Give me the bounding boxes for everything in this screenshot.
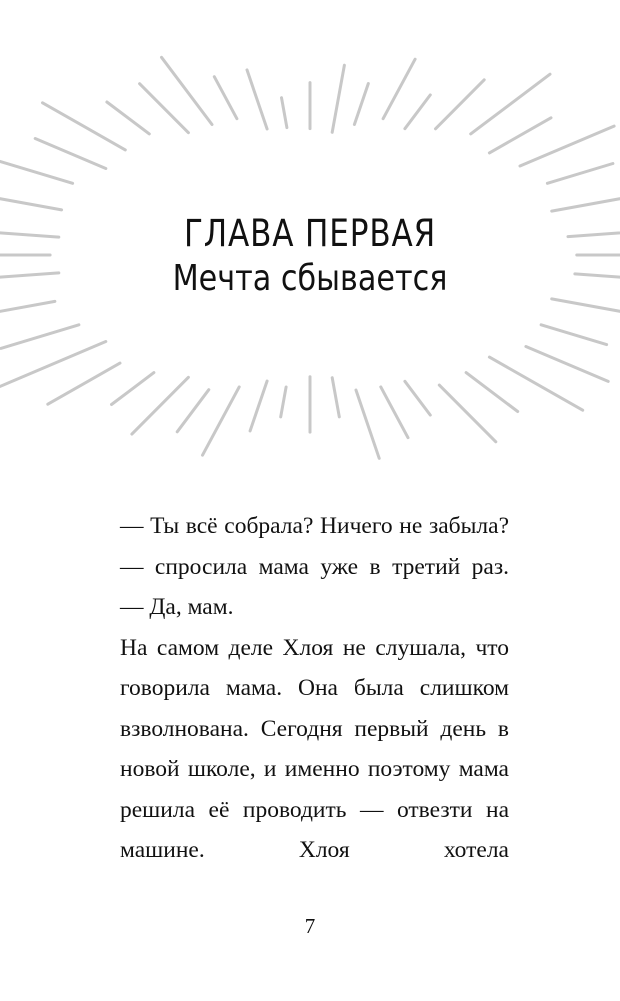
sunburst-ray xyxy=(381,387,408,438)
sunburst-ray xyxy=(405,381,430,415)
sunburst-ray xyxy=(250,381,267,431)
sunburst-ray xyxy=(0,301,55,321)
chapter-number-heading: ГЛАВА ПЕРВАЯ xyxy=(183,212,437,255)
sunburst-ray xyxy=(0,192,62,210)
sunburst-ray xyxy=(552,299,620,319)
sunburst-ray xyxy=(281,387,286,417)
sunburst-ray xyxy=(552,193,620,211)
sunburst-ray xyxy=(436,80,485,129)
sunburst-ray xyxy=(132,377,189,434)
sunburst-ray xyxy=(547,164,613,184)
sunburst-ray xyxy=(214,77,237,119)
sunburst-ray xyxy=(356,390,379,458)
sunburst-ray xyxy=(332,378,339,417)
sunburst-ray xyxy=(177,390,209,432)
chapter-title-heading: Мечта сбывается xyxy=(172,258,448,299)
sunburst-ray xyxy=(0,148,73,183)
sunburst-ray xyxy=(466,373,518,412)
sunburst-ray xyxy=(140,84,189,133)
sunburst-ray xyxy=(541,325,607,345)
sunburst-ray xyxy=(43,103,126,150)
sunburst-ray xyxy=(35,139,106,169)
sunburst-ray xyxy=(354,84,368,125)
sunburst-ray xyxy=(383,59,415,118)
sunburst-ray xyxy=(282,98,287,128)
paragraph-2: — Да, мам. xyxy=(120,594,234,620)
sunburst-ray xyxy=(247,70,267,129)
sunburst-ray xyxy=(489,118,551,153)
paragraph-3: На самом деле Хлоя не слушала, что говорила мама. Она была слишком взволнована. Сегодня первый день в новой школе, и именно поэтому мама решила её проводить — отвезти на машине. Хлоя хотела xyxy=(120,634,509,863)
page-number: 7 xyxy=(304,914,316,938)
body-text xyxy=(120,506,509,871)
paragraph-1: — Ты всё собрала? Ничего не забыла? — спросила мама уже в третий раз. xyxy=(120,513,509,580)
sunburst-ray xyxy=(405,95,430,129)
sunburst-ray xyxy=(520,126,614,166)
sunburst-ray xyxy=(575,274,620,280)
sunburst-ray xyxy=(107,102,149,134)
sunburst-ray xyxy=(332,65,344,132)
sunburst-ray xyxy=(526,347,608,382)
sunburst-ray xyxy=(48,363,120,404)
sunburst-ray xyxy=(439,385,496,442)
sunburst-ray xyxy=(1,325,79,349)
sunburst-ray xyxy=(112,373,154,405)
sunburst-ray xyxy=(568,227,620,236)
sunburst-ray xyxy=(203,387,240,455)
